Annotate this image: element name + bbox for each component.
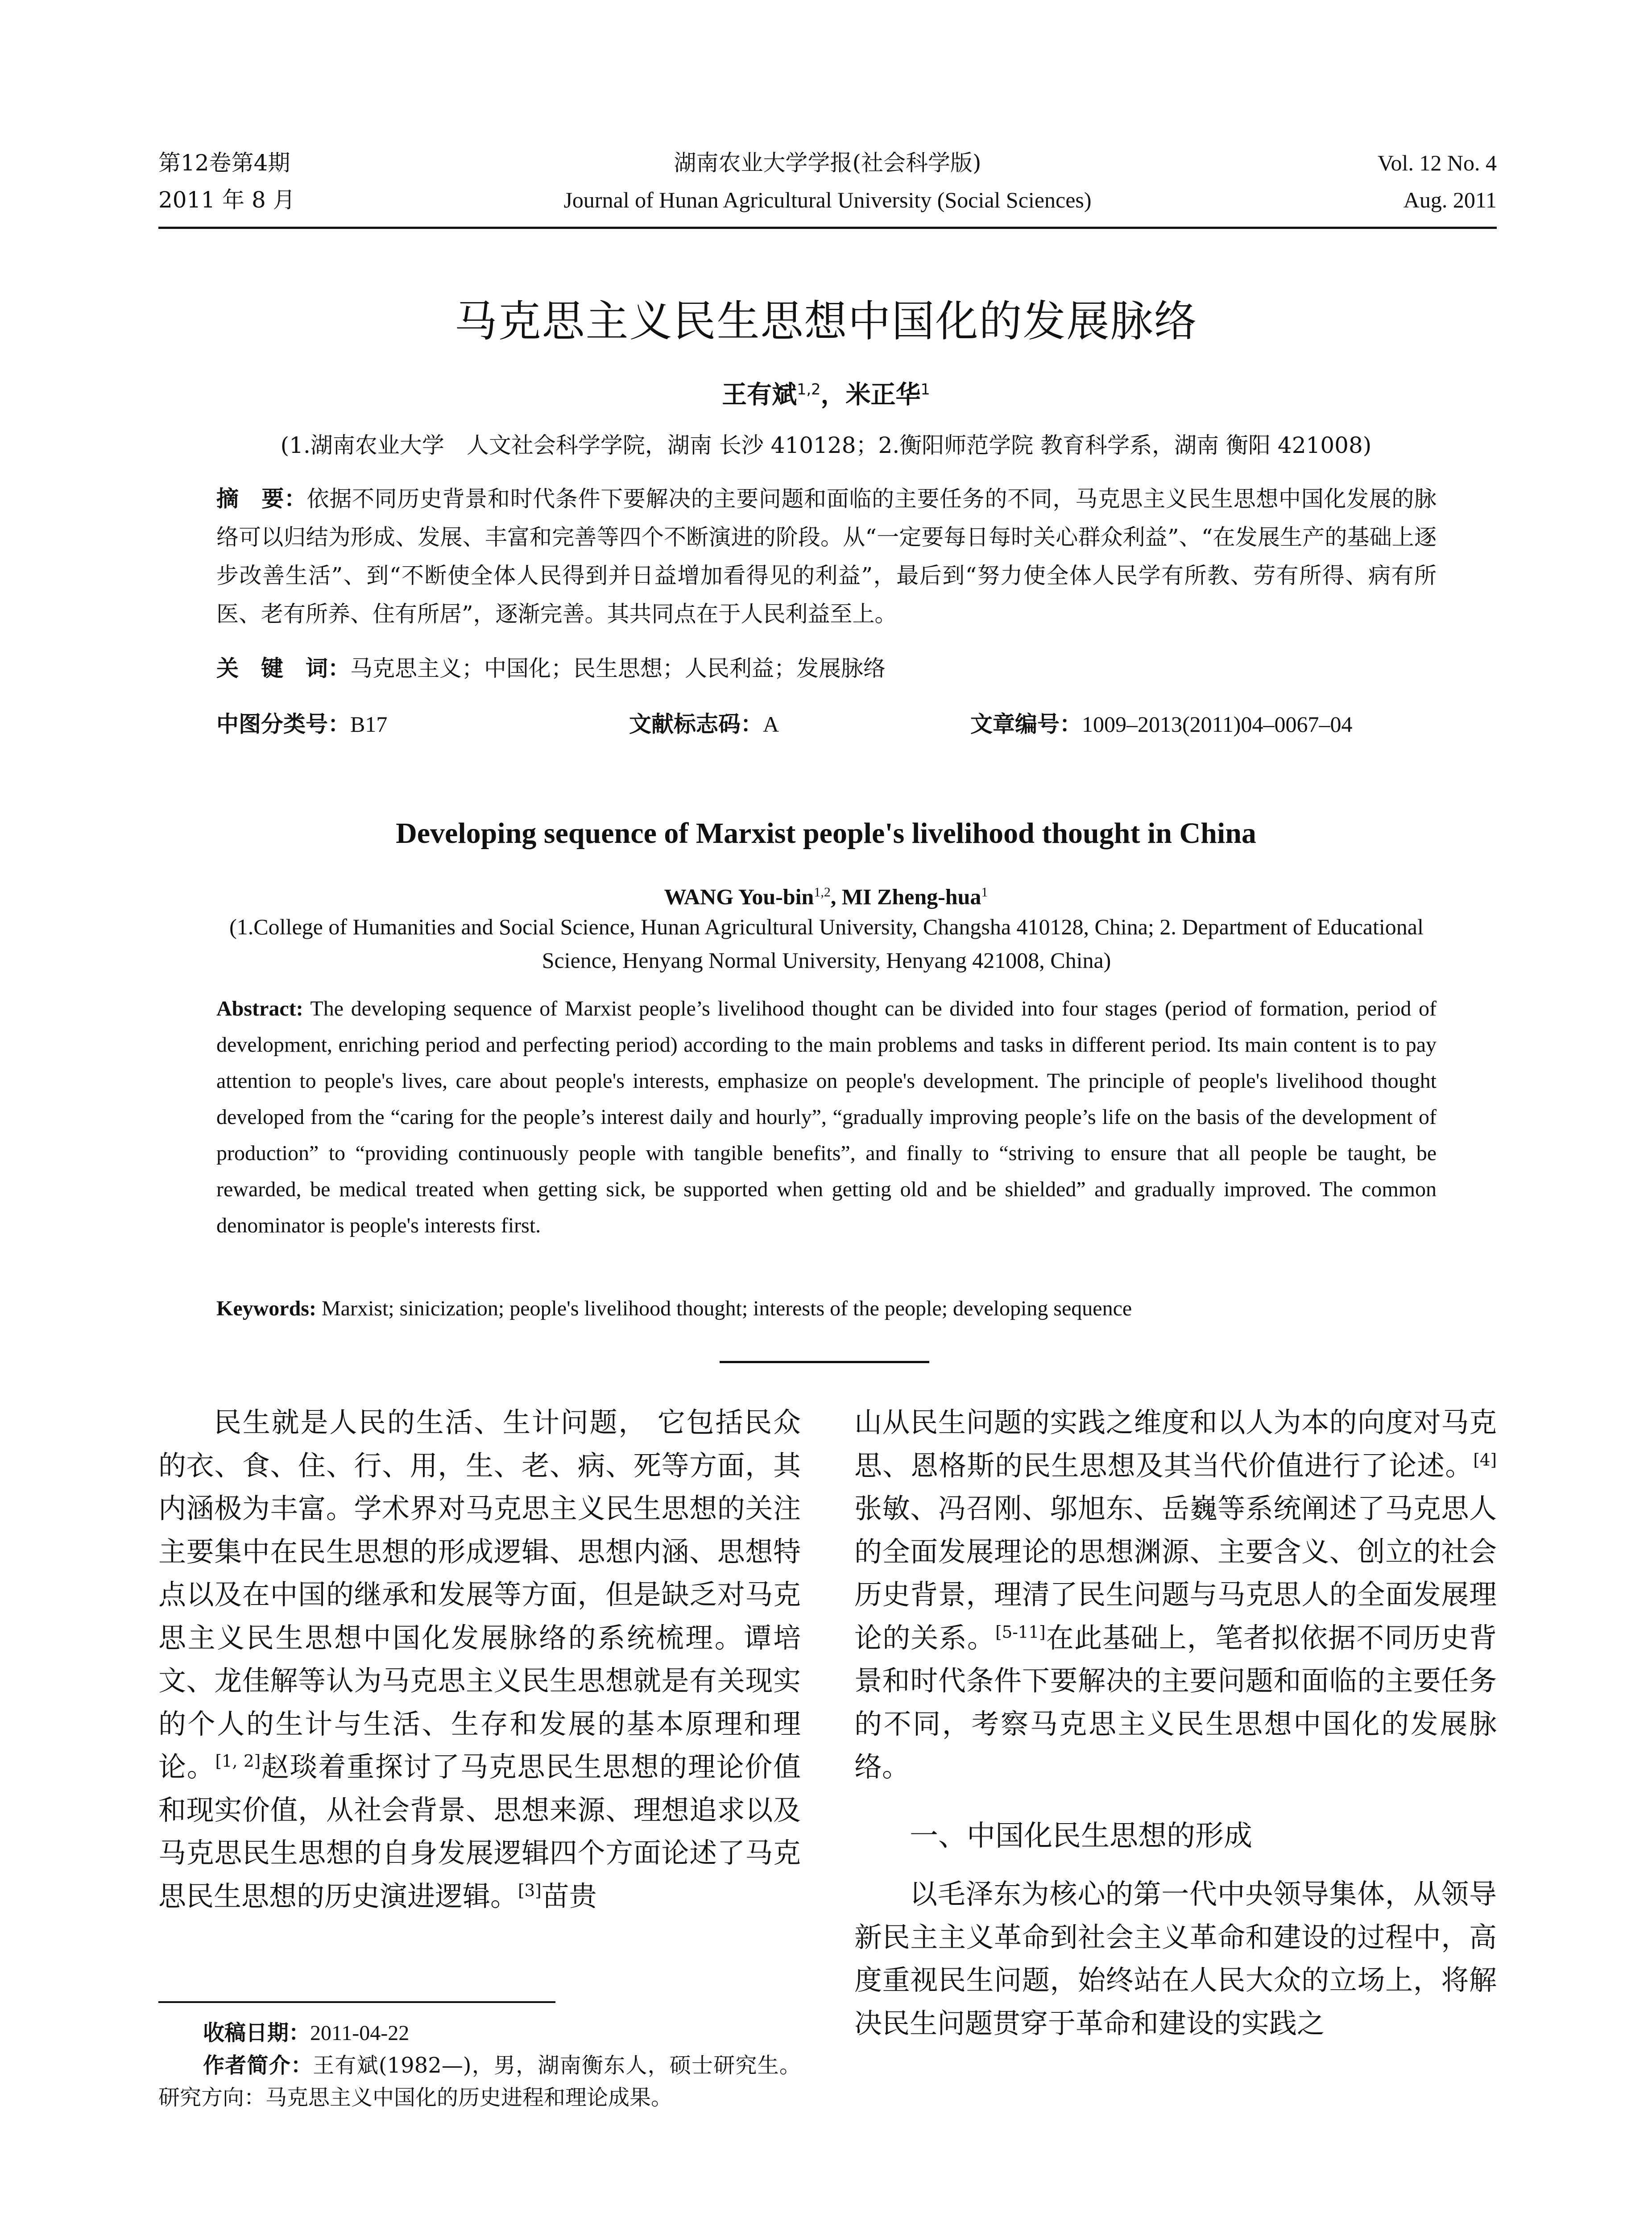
doc-label: 文献标志码： xyxy=(629,711,763,737)
article-number-value: 1009–2013(2011)04–0067–04 xyxy=(1082,712,1353,737)
body-text: 山从民生问题的实践之维度和以人为本的向度对马克思、恩格斯的民生思想及其当代价值进行了论述。 xyxy=(854,1406,1497,1482)
received-label: 收稿日期： xyxy=(203,2020,311,2045)
article-title-cn: 马克思主义民生思想中国化的发展脉络 xyxy=(454,296,1198,346)
body-paragraph-continued xyxy=(854,1401,1497,1789)
body-paragraph xyxy=(158,1401,801,1918)
clc-value: B17 xyxy=(350,712,388,737)
section-heading: 一、中国化民生思想的形成 xyxy=(910,1819,1252,1853)
affiliation-marker: 1,2 xyxy=(814,885,831,900)
volume-issue-en: Vol. 12 No. 4 xyxy=(1377,150,1497,175)
body-text: 在此基础上，笔者拟依据不同历史背景和时代条件下要解决的主要问题和面临的主要任务的不同，考察马克思主义民生思想中国化的发展脉络。 xyxy=(854,1621,1497,1783)
author-bio-label: 作者简介： xyxy=(203,2053,313,2078)
citation-ref: [5-11] xyxy=(995,1621,1046,1642)
abstract-text-cn: 依据不同历史背景和时代条件下要解决的主要问题和面临的主要任务的不同，马克思主义民生思想中国化发展的脉络可以归结为形成、发展、丰富和完善等四个不断演进的阶段。从“一定要每日每时关心群众利益”、“在发展生产的基础上逐步改善生活”、到“不断使全体人民得到并日益增加看得见的利益”，最后到“努力使全体人民学有所教、劳有所得、病有所医、老有所养、住有所居”，逐渐完善。其共同点在于人民利益至上。 xyxy=(216,486,1437,627)
keywords-text-en: Marxist; sinicization; people's livelihood thought; interests of the people; developing sequence xyxy=(321,1297,1132,1320)
body-text: 张敏、冯召刚、邬旭东、岳巍等系统阐述了马克思人的全面发展理论的思想渊源、主要含义、创立的社会历史背景，理清了民生问题与马克思人的全面发展理论的关系。 xyxy=(854,1492,1497,1654)
keywords-label-cn: 关 键 词： xyxy=(216,655,350,681)
author-name-en: WANG You-bin xyxy=(664,884,814,909)
affiliation-marker: 1,2 xyxy=(797,381,821,398)
volume-issue: 第12卷第4期 xyxy=(158,150,290,176)
author-name: 王有斌 xyxy=(722,380,797,410)
body-text: 赵琰着重探讨了马克思民生思想的理论价值和现实价值，从社会背景、思想来源、理想追求以及马克思民生思想的自身发展逻辑四个方面论述了马克思民生思想的历史演进逻辑。 xyxy=(158,1750,801,1912)
affiliation-cn: (1.湖南农业大学 人文社会科学学院，湖南 长沙 410128；2.衡阳师范学院 教育科学系，湖南 衡阳 421008) xyxy=(280,432,1372,458)
author-bio-text: 王有斌(1982—)，男，湖南衡东人，硕士研究生。研究方向：马克思主义中国化的历史进程和理论成果。 xyxy=(158,2053,801,2110)
body-column-left xyxy=(158,1401,801,1918)
abstract-label-en: Abstract: xyxy=(216,997,303,1020)
abstract-en xyxy=(216,991,1437,1244)
body-column-right xyxy=(854,1401,1497,2045)
abstract-label-cn: 摘 要： xyxy=(216,486,307,512)
classification-meta xyxy=(216,709,1437,741)
document-code xyxy=(629,709,779,739)
clc-label: 中图分类号： xyxy=(216,711,350,737)
publication-date-en: Aug. 2011 xyxy=(1403,187,1497,212)
body-text: 苗贵 xyxy=(541,1879,597,1912)
affiliation-marker: 1 xyxy=(981,885,988,900)
footnote-rule xyxy=(158,2001,555,2003)
header-rule xyxy=(158,227,1497,229)
received-date xyxy=(158,2017,801,2049)
author-bio xyxy=(158,2049,801,2114)
authors-cn xyxy=(0,374,1652,411)
received-value: 2011-04-22 xyxy=(310,2021,410,2045)
citation-ref: [4] xyxy=(1473,1449,1497,1469)
article-number-label: 文章编号： xyxy=(970,711,1082,737)
author-separator: ， xyxy=(820,380,846,410)
author-separator: , xyxy=(830,884,842,909)
keywords-en xyxy=(216,1294,1437,1323)
keywords-text-cn: 马克思主义；中国化；民生思想；人民利益；发展脉络 xyxy=(350,655,886,681)
keywords-label-en: Keywords: xyxy=(216,1297,316,1320)
section-divider xyxy=(720,1361,929,1363)
author-name: 米正华 xyxy=(845,380,921,410)
publication-date: 2011 年 8 月 xyxy=(158,187,295,213)
keywords-cn xyxy=(216,654,1437,683)
citation-ref: [3] xyxy=(518,1880,542,1900)
citation-ref: [1, 2] xyxy=(215,1751,261,1771)
affiliation-en: (1.College of Humanities and Social Science, Hunan Agricultural University, Changsha 410128, China; 2. Department of Educational Science, Henyang Normal University, Henyang 421008, China) xyxy=(229,914,1424,973)
affiliation-marker: 1 xyxy=(920,381,930,398)
body-paragraph: 以毛泽东为核心的第一代中央领导集体，从领导新民主主义革命到社会主义革命和建设的过程中，高度重视民生问题，始终站在人民大众的立场上，将解决民生问题贯穿于革命和建设的实践之 xyxy=(854,1878,1497,2040)
abstract-text-en: The developing sequence of Marxist people’s livelihood thought can be divided into four stages (period of formation, period of development, enriching period and perfecting period) according to the main problems and tasks in different period. Its main content is to pay attention to people's lives, care about people's interests, emphasize on people's development. The principle of people's livelihood thought developed from the “caring for the people’s interest daily and hourly”, “gradually improving people’s life on the basis of the development of production” to “providing continuously people with tangible benefits”, and finally to “striving to ensure that all people be taught, be rewarded, be medical treated when getting sick, be supported when getting old and be shielded” and gradually improved. The common denominator is people's interests first. xyxy=(216,997,1437,1237)
footnote xyxy=(158,2017,801,2114)
doc-value: A xyxy=(763,712,779,737)
journal-name-en: Journal of Hunan Agricultural University (Social Sciences) xyxy=(563,187,1092,212)
abstract-cn xyxy=(216,480,1437,633)
authors-en xyxy=(0,878,1652,911)
clc-number xyxy=(216,709,387,739)
body-text: 民生就是人民的生活、生计问题， 它包括民众的衣、食、住、行、用，生、老、病、死等方面，其内涵极为丰富。学术界对马克思主义民生思想的关注主要集中在民生思想的形成逻辑、思想内涵、思想特点以及在中国的继承和发展等方面，但是缺乏对马克思主义民生思想中国化发展脉络的系统梳理。谭培文、龙佳解等认为马克思主义民生思想就是有关现实的个人的生计与生活、生存和发展的基本原理和理论。 xyxy=(158,1406,801,1783)
journal-name-cn: 湖南农业大学学报(社会科学版) xyxy=(674,150,981,176)
author-name-en: MI Zheng-hua xyxy=(841,884,981,909)
article-title-en: Developing sequence of Marxist people's livelihood thought in China xyxy=(396,817,1256,850)
article-number xyxy=(970,709,1352,739)
